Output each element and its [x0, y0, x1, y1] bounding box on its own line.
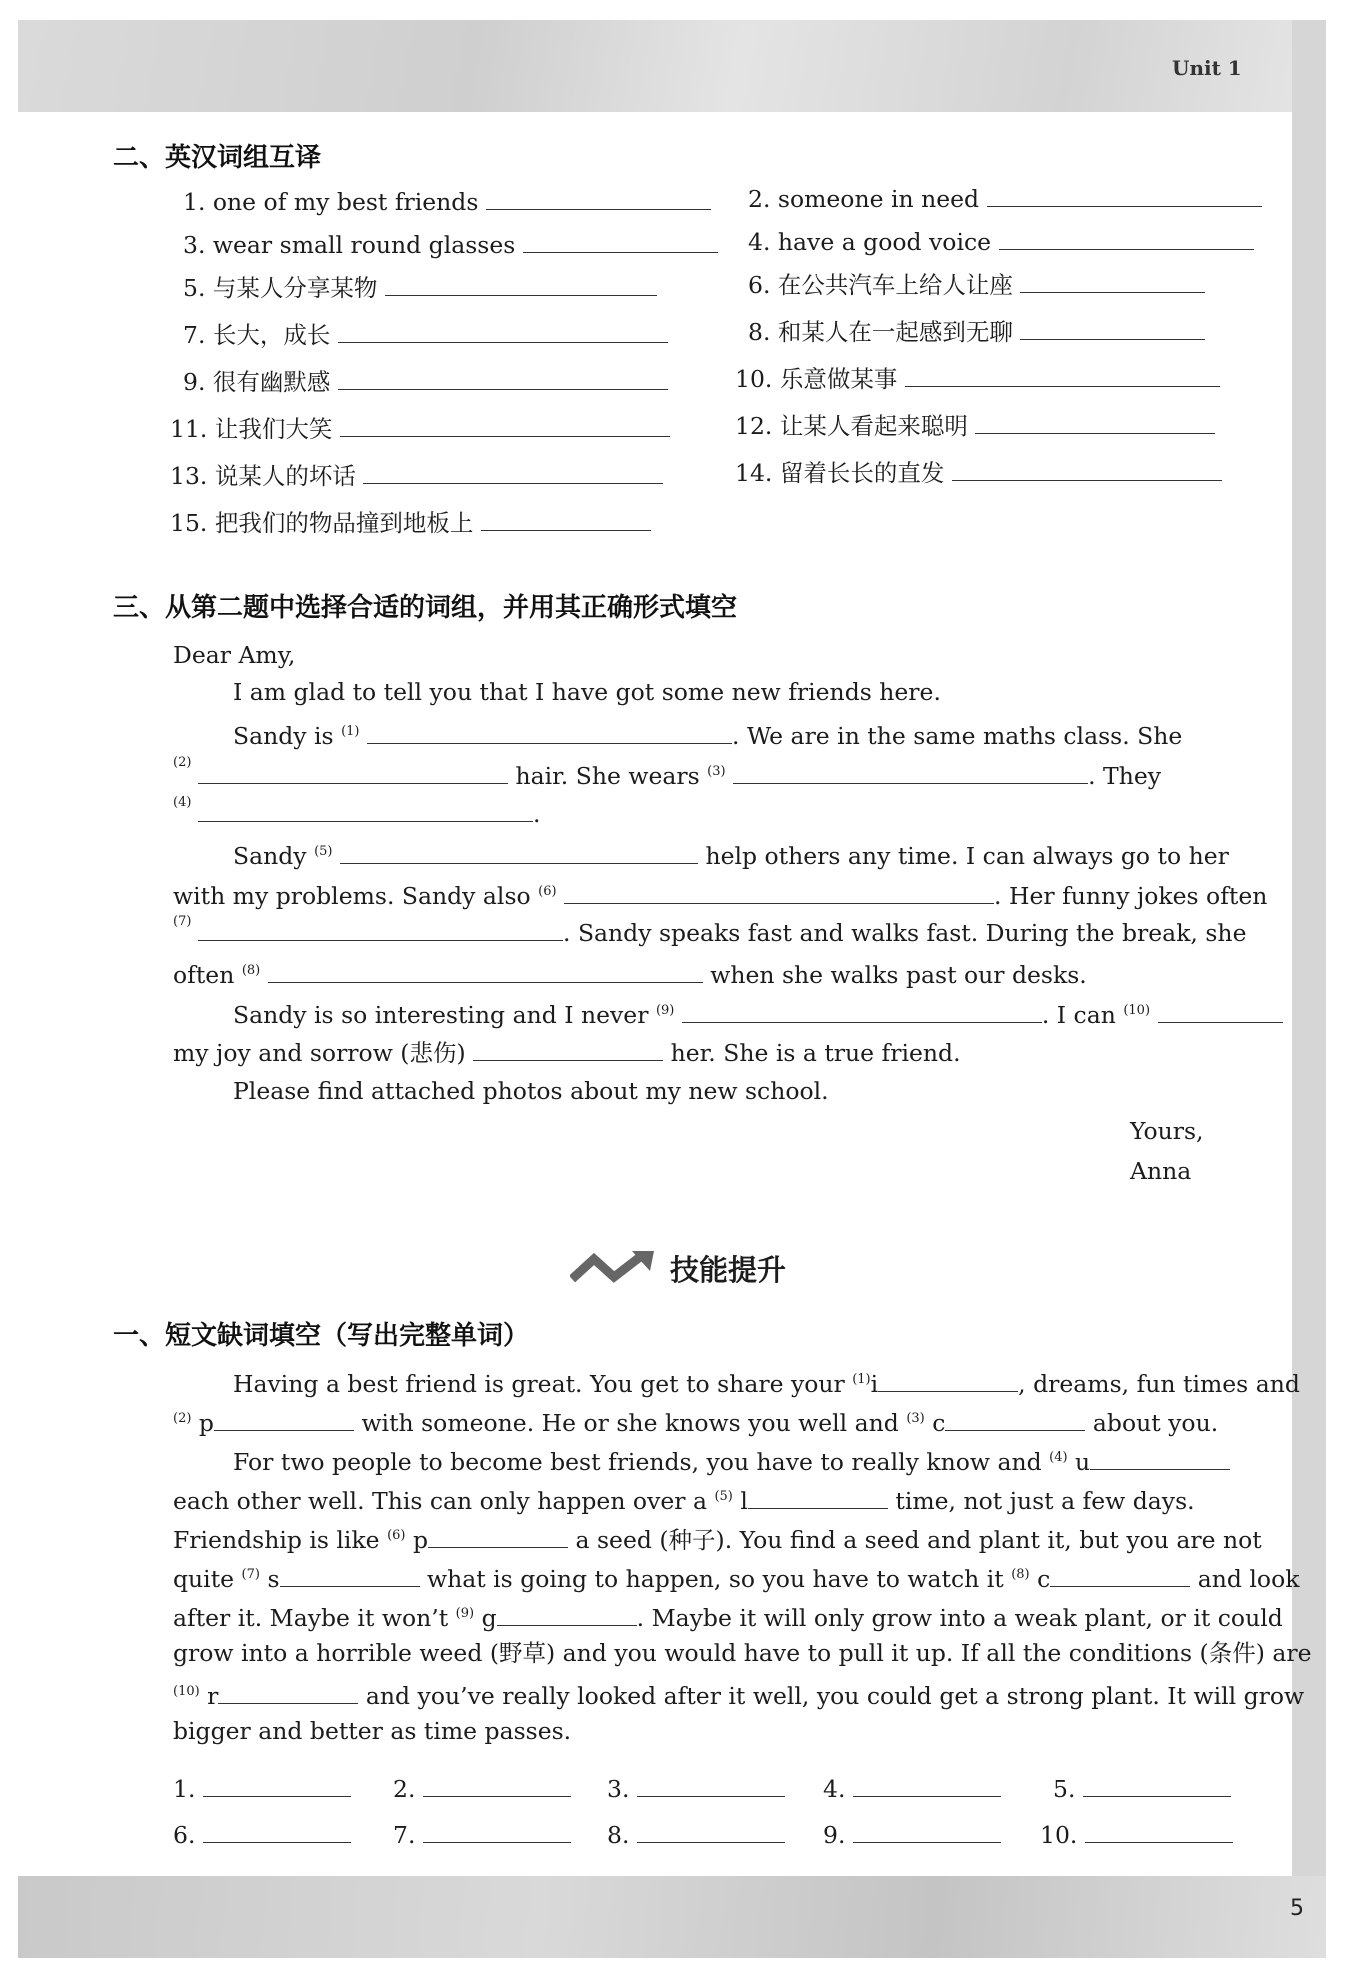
passage-line-10: bigger and better as time passes.	[173, 1717, 572, 1745]
answer-blank[interactable]	[203, 1818, 351, 1843]
answer-blank[interactable]	[423, 1772, 571, 1797]
passage-line-2: $^{(2)}$ p with someone. He or she knows you well and $^{(3)}$ c about you.	[173, 1404, 1218, 1438]
phrase-item-10: 10. 乐意做某事	[735, 362, 1220, 394]
answer-blank[interactable]	[340, 412, 670, 437]
phrase-item-8: 8. 和某人在一起感到无聊	[748, 315, 1205, 347]
letter-line-9: Sandy is so interesting and I never $^{(9)}$ . I can $^{(10)}$	[233, 996, 1283, 1030]
answer-blank[interactable]	[218, 1679, 358, 1704]
blank-number: (7)	[173, 914, 192, 929]
answer-blank[interactable]	[198, 759, 508, 784]
letter-line-11: Please find attached photos about my new school.	[233, 1077, 829, 1105]
answer-slot-1: 1.	[173, 1772, 351, 1804]
answer-slot-10: 10.	[1040, 1818, 1233, 1850]
answer-blank[interactable]	[853, 1772, 1001, 1797]
answer-blank[interactable]	[975, 409, 1215, 434]
answer-blank[interactable]	[945, 1406, 1085, 1431]
answer-slot-9: 9.	[823, 1818, 1001, 1850]
phrase-item-11: 11. 让我们大笑	[170, 412, 670, 444]
section-2-title: 二、英汉词组互译	[113, 143, 322, 173]
answer-blank[interactable]	[428, 1523, 568, 1548]
letter-greeting: Dear Amy,	[173, 641, 296, 669]
unit-label: Unit 1	[1172, 56, 1242, 80]
answer-blank[interactable]	[338, 365, 668, 390]
passage-line-4: each other well. This can only happen over a $^{(5)}$ l time, not just a few days.	[173, 1482, 1195, 1516]
trend-arrow-icon	[570, 1249, 656, 1289]
answer-blank[interactable]	[363, 459, 663, 484]
answer-blank[interactable]	[905, 362, 1220, 387]
answer-blank[interactable]	[481, 506, 651, 531]
phrase-item-1: 1. one of my best friends	[183, 185, 711, 217]
answer-blank[interactable]	[198, 797, 533, 822]
answer-blank[interactable]	[682, 998, 1042, 1023]
blank-number: (4)	[173, 795, 192, 810]
answer-blank[interactable]	[1083, 1772, 1231, 1797]
letter-line-4: .	[198, 797, 540, 829]
letter-line-6: with my problems. Sandy also $^{(6)}$ . Her funny jokes often	[173, 877, 1267, 911]
passage-line-5: Friendship is like $^{(6)}$ p a seed (种子). You find a seed and plant it, but you are not	[173, 1521, 1262, 1555]
phrase-item-9: 9. 很有幽默感	[183, 365, 668, 397]
answer-blank[interactable]	[280, 1562, 420, 1587]
phrase-item-12: 12. 让某人看起来聪明	[735, 409, 1215, 441]
passage-line-8: grow into a horrible weed (野草) and you would have to pull it up. If all the conditions (条件) are	[173, 1639, 1312, 1667]
letter-signature: Anna	[1130, 1157, 1192, 1185]
answer-blank[interactable]	[486, 185, 711, 210]
answer-slot-8: 8.	[607, 1818, 785, 1850]
answer-blank[interactable]	[203, 1772, 351, 1797]
phrase-item-2: 2. someone in need	[748, 182, 1262, 214]
section-4-title: 一、短文缺词填空（写出完整单词）	[113, 1321, 530, 1351]
phrase-item-13: 13. 说某人的坏话	[170, 459, 663, 491]
answer-slot-6: 6.	[173, 1818, 351, 1850]
letter-line-8: often $^{(8)}$ when she walks past our desks.	[173, 956, 1087, 990]
answer-blank[interactable]	[423, 1818, 571, 1843]
answer-blank[interactable]	[268, 958, 703, 983]
skills-heading-text: 技能提升	[670, 1253, 787, 1287]
footer-band	[18, 1876, 1326, 1958]
answer-blank[interactable]	[1020, 315, 1205, 340]
answer-blank[interactable]	[733, 759, 1088, 784]
answer-blank[interactable]	[497, 1601, 637, 1626]
passage-line-9: $^{(10)}$ r and you’ve really looked after it well, you could get a strong plant. It will grow	[173, 1677, 1304, 1711]
passage-line-1: Having a best friend is great. You get to share your $^{(1)}$i , dreams, fun times and	[233, 1365, 1300, 1399]
letter-line-5: Sandy $^{(5)}$ help others any time. I can always go to her	[233, 837, 1229, 871]
phrase-item-14: 14. 留着长长的直发	[735, 456, 1222, 488]
passage-line-6: quite $^{(7)}$ s what is going to happen, so you have to watch it $^{(8)}$ c and look	[173, 1560, 1299, 1594]
phrase-item-7: 7. 长大，成长	[183, 318, 668, 350]
letter-line-7: . Sandy speaks fast and walks fast. During the break, she	[198, 916, 1246, 948]
letter-line-10: my joy and sorrow (悲伤) her. She is a true friend.	[173, 1036, 961, 1068]
answer-slot-2: 2.	[393, 1772, 571, 1804]
section-3-title: 三、从第二题中选择合适的词组，并用其正确形式填空	[113, 593, 738, 623]
phrase-item-3: 3. wear small round glasses	[183, 228, 718, 260]
answer-blank[interactable]	[385, 271, 657, 296]
phrase-item-15: 15. 把我们的物品撞到地板上	[170, 506, 651, 538]
answer-blank[interactable]	[1085, 1818, 1233, 1843]
passage-line-7: after it. Maybe it won’t $^{(9)}$ g . Maybe it will only grow into a weak plant, or it could	[173, 1599, 1283, 1633]
answer-blank[interactable]	[1020, 268, 1205, 293]
answer-slot-5: 5.	[1053, 1772, 1231, 1804]
answer-slot-4: 4.	[823, 1772, 1001, 1804]
answer-blank[interactable]	[214, 1406, 354, 1431]
blank-number: (2)	[173, 755, 192, 770]
answer-blank[interactable]	[952, 456, 1222, 481]
answer-blank[interactable]	[340, 839, 698, 864]
answer-blank[interactable]	[198, 916, 563, 941]
answer-blank[interactable]	[853, 1818, 1001, 1843]
answer-blank[interactable]	[1158, 998, 1283, 1023]
answer-blank[interactable]	[878, 1367, 1018, 1392]
phrase-item-5: 5. 与某人分享某物	[183, 271, 657, 303]
answer-blank[interactable]	[338, 318, 668, 343]
answer-blank[interactable]	[987, 182, 1262, 207]
letter-line-2: Sandy is $^{(1)}$ . We are in the same maths class. She	[233, 717, 1182, 751]
answer-blank[interactable]	[637, 1772, 785, 1797]
answer-blank[interactable]	[1090, 1445, 1230, 1470]
answer-blank[interactable]	[1050, 1562, 1190, 1587]
letter-line-3: hair. She wears $^{(3)}$ . They	[198, 757, 1161, 791]
page-number: 5	[1290, 1896, 1304, 1921]
answer-blank[interactable]	[748, 1484, 888, 1509]
answer-blank[interactable]	[637, 1818, 785, 1843]
passage-line-3: For two people to become best friends, you have to really know and $^{(4)}$ u	[233, 1443, 1230, 1477]
letter-closing: Yours,	[1130, 1117, 1204, 1145]
phrase-item-4: 4. have a good voice	[748, 225, 1254, 257]
header-band	[18, 20, 1326, 112]
phrase-item-6: 6. 在公共汽车上给人让座	[748, 268, 1205, 300]
answer-blank[interactable]	[473, 1036, 663, 1061]
answer-blank[interactable]	[523, 228, 718, 253]
answer-blank[interactable]	[564, 879, 994, 904]
answer-blank[interactable]	[367, 719, 732, 744]
letter-line-1: I am glad to tell you that I have got some new friends here.	[233, 678, 941, 706]
answer-slot-3: 3.	[607, 1772, 785, 1804]
answer-slot-7: 7.	[393, 1818, 571, 1850]
answer-blank[interactable]	[999, 225, 1254, 250]
skills-heading	[570, 1248, 786, 1289]
